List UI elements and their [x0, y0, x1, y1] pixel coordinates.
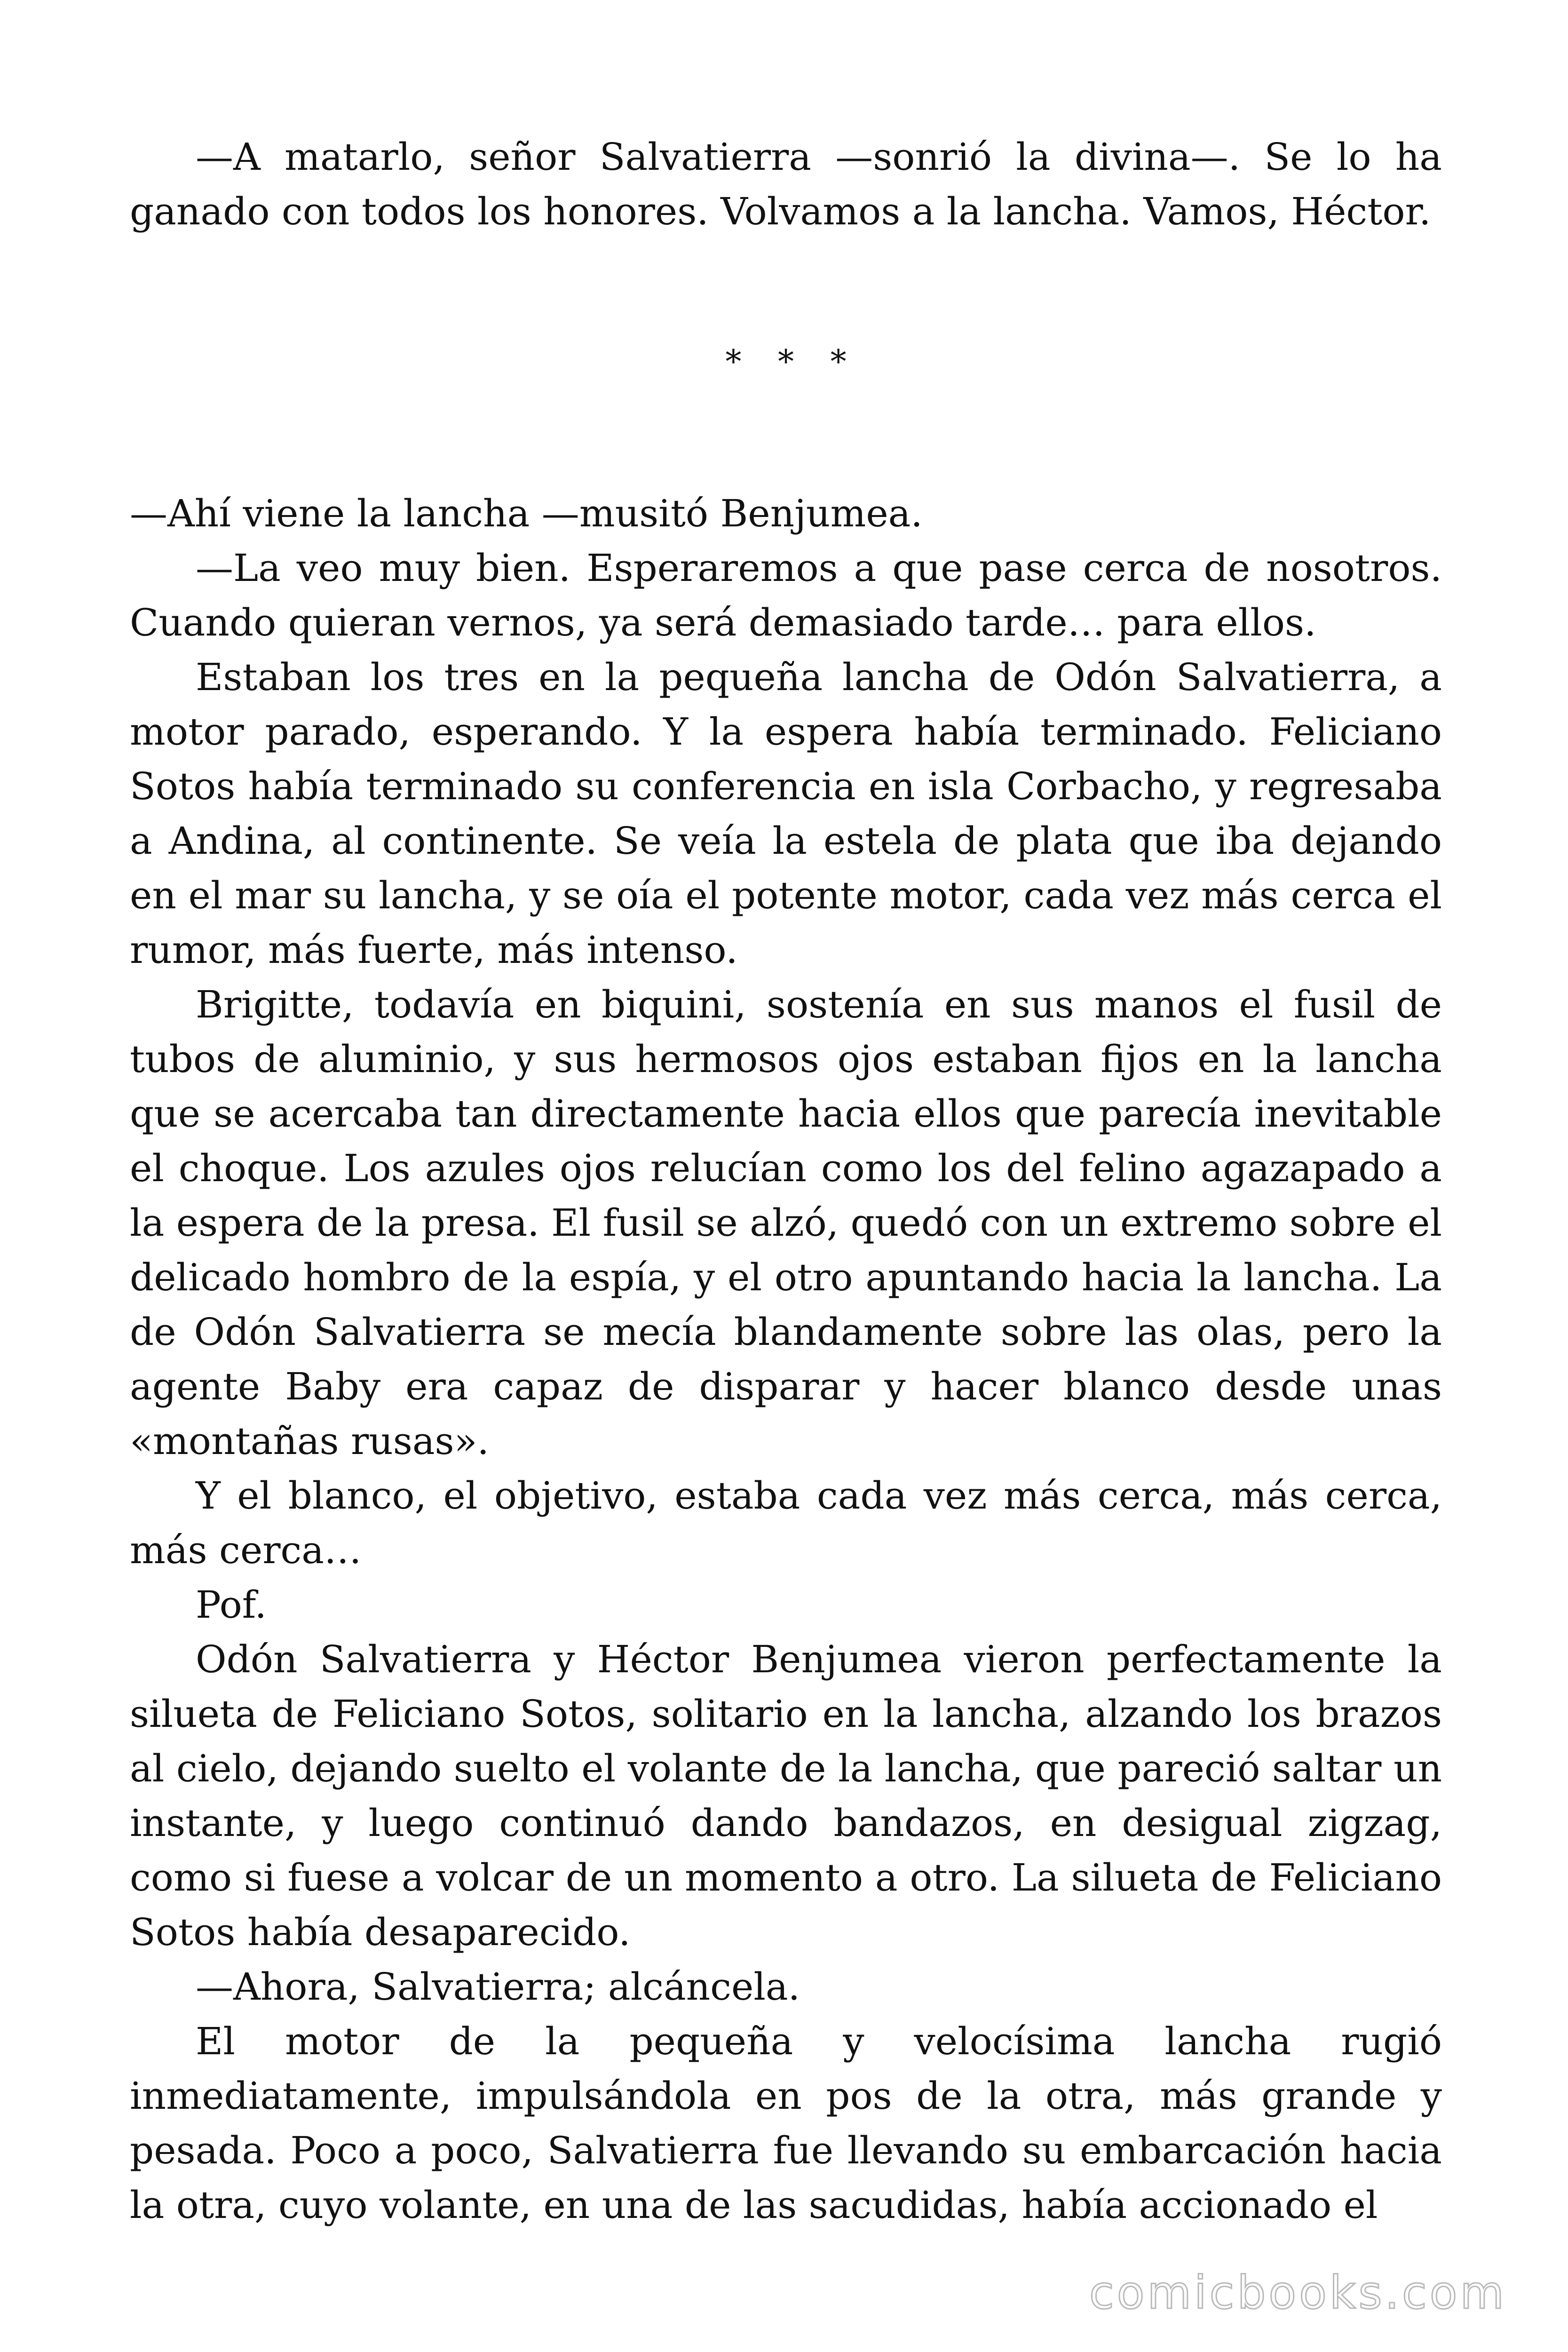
paragraph-3: Estaban los tres en la pequeña lancha de Odón Salvatierra, a motor parado, esperando. Y la espera había terminado. Feliciano Sotos había terminado su conferencia en isla Corbacho, y regresaba a Andina, al continente. Se veía la estela de plata que iba dejando en el mar su lancha, y se oía el potente motor, cada vez más cerca el rumor, más fuerte, más intenso.: [130, 655, 1442, 972]
paragraph-9: El motor de la pequeña y velocísima lancha rugió inmediatamente, impulsándola en pos de la otra, más grande y pesada. Poco a poco, Salvatierra fue llevando su embarcación hacia la otra, cuyo volante, en una de las sacudidas, había accionado el: [130, 2019, 1442, 2227]
paragraph-4: Brigitte, todavía en biquini, sostenía en sus manos el fusil de tubos de aluminio, y sus hermosos ojos estaban fijos en la lancha que se acercaba tan directamente hacia ellos que parecía inevitable el choque. Los azules ojos relucían como los del felino agazapado a la espera de la presa. El fusil se alzó, quedó con un extremo sobre el delicado hombro de la espía, y el otro apuntando hacia la lancha. La de Odón Salvatierra se mecía blandamente sobre las olas, pero la agente Baby era capaz de disparar y hacer blanco desde unas «montañas rusas».: [130, 983, 1442, 1463]
paragraph-8: —Ahora, Salvatierra; alcáncela.: [196, 1965, 800, 2009]
scene-break: * * *: [725, 343, 860, 381]
paragraph-6: Pof.: [196, 1583, 267, 1627]
paragraph-7: Odón Salvatierra y Héctor Benjumea vieron perfectamente la silueta de Feliciano Sotos, solitario en la lancha, alzando los brazos al cielo, dejando suelto el volante de la lancha, que pareció saltar un instante, y luego continuó dando bandazos, en desigual zigzag, como si fuese a volcar de un momento a otro. La silueta de Feliciano Sotos había desaparecido.: [130, 1637, 1442, 1954]
paragraph-5: Y el blanco, el objetivo, estaba cada vez más cerca, más cerca, más cerca…: [130, 1474, 1442, 1572]
paragraph-2: —La veo muy bien. Esperaremos a que pase cerca de nosotros. Cuando quieran vernos, ya será demasiado tarde… para ellos.: [130, 546, 1442, 644]
paragraph-opening: —A matarlo, señor Salvatierra —sonrió la divina—. Se lo ha ganado con todos los honores. Volvamos a la lancha. Vamos, Héctor.: [130, 135, 1442, 233]
paragraph-1: —Ahí viene la lancha —musitó Benjumea.: [130, 492, 923, 535]
site-watermark: comicbooks.com: [1089, 2266, 1507, 2319]
book-page: [130, 130, 1442, 2233]
